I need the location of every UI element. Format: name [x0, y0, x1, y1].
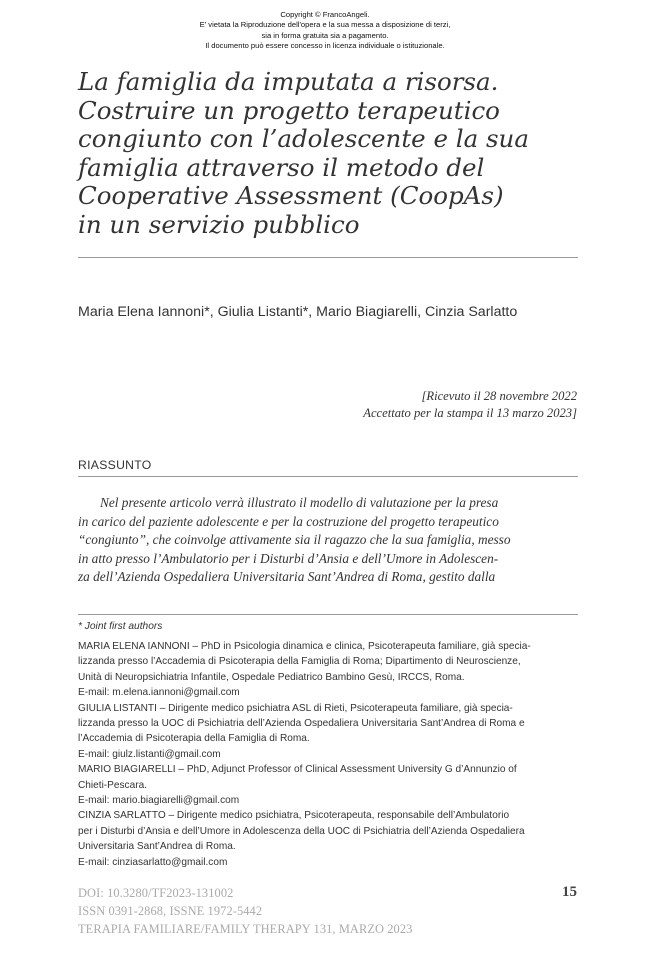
copyright-line: Copyright © FrancoAngeli. — [280, 10, 370, 19]
issn: ISSN 0391-2868, ISSNE 1972-5442 — [78, 904, 263, 918]
received-dates — [363, 388, 577, 422]
abstract-line: in carico del paziente adolescente e per la costruzione del progetto terapeutico — [78, 513, 499, 529]
title-line: congiunto con l’adolescente e la sua — [78, 124, 529, 153]
footnote-line: Chieti-Pescara. — [78, 779, 148, 791]
title-line: Cooperative Assessment (CoopAs) — [78, 181, 504, 210]
abstract-line: in atto presso l’Ambulatorio per i Disturbi d’Ansia e dell’Umore in Adolescen- — [78, 550, 499, 566]
footnote-email: E-mail: giulz.listanti@gmail.com — [78, 748, 221, 760]
abstract-body — [78, 494, 578, 587]
title-line: famiglia attraverso il metodo del — [78, 152, 485, 182]
footnote-line: MARIO BIAGIARELLI – PhD, Adjunct Professor of Clinical Assessment University G d’Annunzio of — [78, 764, 517, 776]
received-line: [Ricevuto il 28 novembre 2022 — [421, 389, 577, 403]
joint-first-note: * Joint first authors — [78, 621, 163, 632]
journal-issue: TERAPIA FAMILIARE/FAMILY THERAPY 131, MARZO 2023 — [78, 922, 413, 936]
abstract-line: “congiunto”, che coinvolge attivamente sia il ragazzo che la sua famiglia, messo — [78, 532, 511, 548]
footnote-email: E-mail: mario.biagiarelli@gmail.com — [78, 795, 240, 807]
abstract-line: za dell’Azienda Ospedaliera Universitaria Sant’Andrea di Roma, gestito dalla — [78, 569, 496, 585]
footnote-line: Unità di Neuropsichiatria Infantile, Ospedale Pediatrico Bambino Gesù, IRCCS, Roma. — [78, 671, 465, 683]
title-line: La famiglia da imputata a risorsa. — [78, 67, 499, 96]
article-title — [78, 68, 588, 239]
footnote-email: E-mail: m.elena.iannoni@gmail.com — [78, 687, 240, 699]
footnote-line: lizzanda presso l’Accademia di Psicoterapia della Famiglia di Roma; Dipartimento di Neuroscienze, — [78, 656, 521, 668]
footnote-line: Universitaria Sant’Andrea di Roma. — [78, 841, 236, 853]
copyright-notice — [0, 10, 650, 52]
footnote-email: E-mail: cinziasarlatto@gmail.com — [78, 856, 228, 868]
author-list: Maria Elena Iannoni*, Giulia Listanti*, Mario Biagiarelli, Cinzia Sarlatto — [78, 304, 518, 320]
accepted-line: Accettato per la stampa il 13 marzo 2023] — [363, 406, 577, 420]
title-divider — [78, 257, 578, 258]
copyright-line: Il documento può essere concesso in licenza individuale o istituzionale. — [205, 41, 445, 51]
abstract-heading-divider — [78, 476, 578, 477]
footnote-line: per i Disturbi d’Ansia e dell’Umore in Adolescenza della UOC di Psichiatria dell’Azienda Ospedaliera — [78, 825, 525, 837]
abstract-heading: RIASSUNTO — [78, 458, 152, 472]
footnote-line: MARIA ELENA IANNONI – PhD in Psicologia dinamica e clinica, Psicoterapeuta familiare, già specia- — [78, 641, 531, 652]
title-line: in un servizio pubblico — [78, 209, 360, 239]
title-line: Costruire un progetto terapeutico — [78, 95, 500, 125]
footnote-line: GIULIA LISTANTI – Dirigente medico psichiatra ASL di Rieti, Psicoterapeuta familiare, già specia- — [78, 702, 513, 714]
copyright-line: E' vietata la Riproduzione dell'opera e la sua messa a disposizione di terzi, — [199, 20, 451, 30]
page-number: 15 — [562, 884, 577, 900]
abstract-line: Nel presente articolo verrà illustrato il modello di valutazione per la presa — [100, 495, 499, 510]
footnote-line: lizzanda presso la UOC di Psichiatria dell’Azienda Ospedaliera Universitaria Sant’Andrea di Roma e — [78, 718, 525, 730]
copyright-line: sia in forma gratuita sia a pagamento. — [261, 30, 389, 40]
footnote-divider — [78, 614, 578, 615]
doi: DOI: 10.3280/TF2023-131002 — [78, 886, 234, 900]
footnote-line: l’Accademia di Psicoterapia della Famiglia di Roma. — [78, 733, 310, 745]
author-footnotes — [78, 639, 578, 870]
journal-footer — [78, 884, 412, 938]
footnote-line: CINZIA SARLATTO – Dirigente medico psichiatra, Psicoterapeuta, responsabile dell’Ambulatorio — [78, 810, 510, 822]
